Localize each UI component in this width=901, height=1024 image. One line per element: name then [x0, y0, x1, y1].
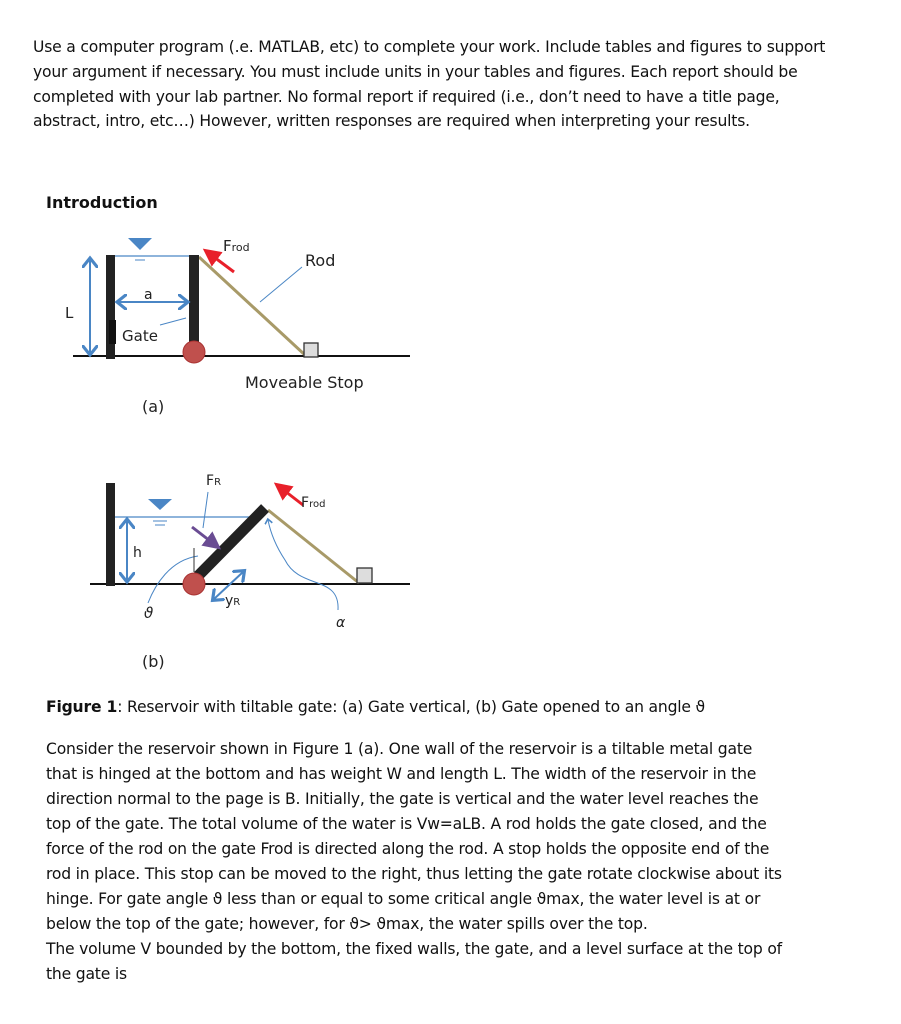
text-line: completed with your lab partner. No formal report if required (i.e., don’t need to have a title page,	[33, 88, 780, 106]
label-gate: Gate	[122, 327, 158, 345]
caption-text: : Reservoir with tiltable gate: (a) Gate vertical, (b) Gate opened to an angle ϑ	[117, 698, 706, 716]
label-a-caption: (a)	[142, 397, 165, 416]
alpha-arc	[268, 520, 338, 610]
hinge	[183, 341, 205, 363]
rod	[268, 510, 359, 583]
label-frod: Frod	[223, 237, 250, 255]
text-line: your argument if necessary. You must include units in your tables and figures. Each report should be	[33, 63, 798, 81]
label-rod: Rod	[305, 251, 336, 270]
gate-leader	[160, 318, 186, 325]
text-line: abstract, intro, etc…) However, written responses are required when interpreting your results.	[33, 112, 750, 130]
label-frod: Frod	[301, 495, 326, 511]
tilted-gate	[198, 508, 265, 576]
moveable-stop	[304, 343, 318, 357]
moveable-stop	[357, 568, 372, 583]
label-b-caption: (b)	[142, 652, 165, 671]
text-line: that is hinged at the bottom and has weight W and length L. The width of the reservoir in the	[46, 765, 757, 783]
text-line: Use a computer program (.e. MATLAB, etc) to complete your work. Include tables and figures to support	[33, 38, 826, 56]
text-line: direction normal to the page is B. Initially, the gate is vertical and the water level reaches the	[46, 790, 759, 808]
rod-leader	[260, 267, 302, 302]
figure-b	[90, 473, 410, 671]
text-line: force of the rod on the gate Frod is directed along the rod. A stop holds the opposite end of the	[46, 840, 770, 858]
wall-marker	[109, 320, 116, 344]
fixed-wall	[106, 483, 115, 586]
label-yr: yR	[225, 593, 241, 609]
rod	[199, 257, 305, 355]
text-line: below the top of the gate; however, for ϑ> ϑmax, the water spills over the top.	[46, 915, 648, 933]
text-line: rod in place. This stop can be moved to the right, thus letting the gate rotate clockwise about its	[46, 865, 782, 883]
text-line: hinge. For gate angle ϑ less than or equal to some critical angle ϑmax, the water level is at or	[46, 890, 761, 908]
section-heading: Introduction	[46, 193, 158, 212]
text-line: Consider the reservoir shown in Figure 1 (a). One wall of the reservoir is a tiltable metal gate	[46, 740, 753, 758]
label-moveable-stop: Moveable Stop	[245, 373, 364, 392]
hinge	[183, 573, 205, 595]
fr-leader	[203, 492, 208, 528]
text-line: the gate is	[46, 965, 127, 983]
water-level-icon	[148, 499, 172, 510]
frod-arrow	[281, 488, 303, 505]
text-line: top of the gate. The total volume of the water is Vw=aLB. A rod holds the gate closed, and the	[46, 815, 767, 833]
label-h: h	[133, 545, 142, 561]
text-line: The volume V bounded by the bottom, the fixed walls, the gate, and a level surface at the top of	[46, 940, 782, 958]
label-theta: ϑ	[144, 604, 154, 622]
label-a: a	[144, 287, 153, 303]
label-L: L	[65, 304, 74, 322]
gate	[189, 255, 199, 352]
water-level-icon	[128, 238, 152, 250]
label-alpha: α	[336, 615, 346, 631]
label-fr: FR	[206, 473, 222, 489]
figure-a	[65, 237, 410, 416]
fr-arrow	[192, 527, 214, 544]
caption-label: Figure 1	[46, 698, 118, 716]
figure-caption	[46, 698, 705, 716]
